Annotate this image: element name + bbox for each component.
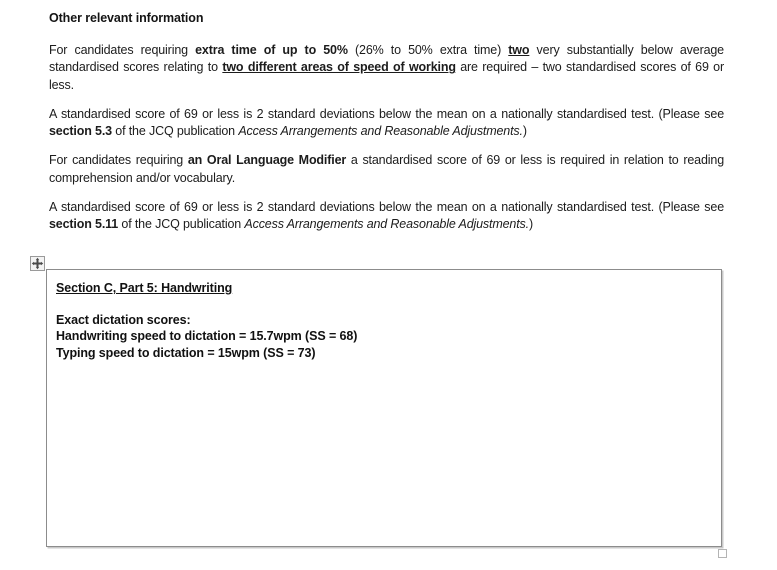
table-resize-handle-icon[interactable] [718, 549, 727, 558]
bold-run: section 5.11 [49, 217, 119, 232]
handwriting-table-cell [47, 270, 721, 361]
typing-speed-line: Typing speed to dictation = 15wpm (SS = 73) [56, 345, 316, 360]
text-run: A standardised score of 69 or less is 2 standard deviations below the mean on a nationally standardised test. (Please see [49, 200, 724, 215]
italic-run: Access Arrangements and Reasonable Adjustments. [238, 124, 523, 139]
text-run: For candidates requiring [49, 43, 196, 57]
extra-time-paragraph [49, 42, 724, 94]
text-run: of the JCQ publication [118, 217, 245, 232]
text-run: are required – two standardised scores of 69 or less. [49, 60, 724, 92]
oral-language-modifier-paragraph [49, 152, 724, 187]
text-run: For candidates requiring [49, 153, 188, 168]
handwriting-speed-line: Handwriting speed to dictation = 15.7wpm (SS = 68) [56, 329, 358, 344]
text-run: very substantially below average standardised scores relating to [49, 43, 724, 75]
italic-run: Access Arrangements and Reasonable Adjustments. [244, 217, 529, 232]
bold-underline-run: two [508, 43, 530, 57]
table-move-handle-icon[interactable] [30, 256, 45, 271]
text-run: A standardised score of 69 or less is 2 standard deviations below the mean on a nationally standardised test. (Please see [49, 106, 724, 121]
paragraph-list [49, 42, 724, 234]
bold-run: section 5.3 [49, 124, 112, 139]
page-title: Other relevant information [49, 11, 204, 25]
bold-underline-run: two different areas of speed of working [222, 60, 456, 75]
bold-run: extra time of up to 50% [195, 43, 348, 57]
bold-run: an Oral Language Modifier [187, 153, 347, 168]
document-body [49, 10, 724, 234]
handwriting-section-heading: Section C, Part 5: Handwriting [56, 281, 233, 295]
text-run: ) [522, 124, 527, 139]
text-run: of the JCQ publication [111, 124, 239, 139]
standardised-score-5-11-paragraph [49, 199, 724, 234]
handwriting-section-table[interactable] [46, 269, 722, 547]
text-run: ) [528, 217, 533, 232]
standardised-score-5-3-paragraph [49, 106, 724, 141]
exact-dictation-scores-label: Exact dictation scores: [56, 313, 191, 327]
text-run: a standardised score of 69 or less is required in relation to reading comprehension and/or vocabulary. [49, 153, 725, 185]
text-run: (26% to 50% extra time) [347, 43, 509, 57]
